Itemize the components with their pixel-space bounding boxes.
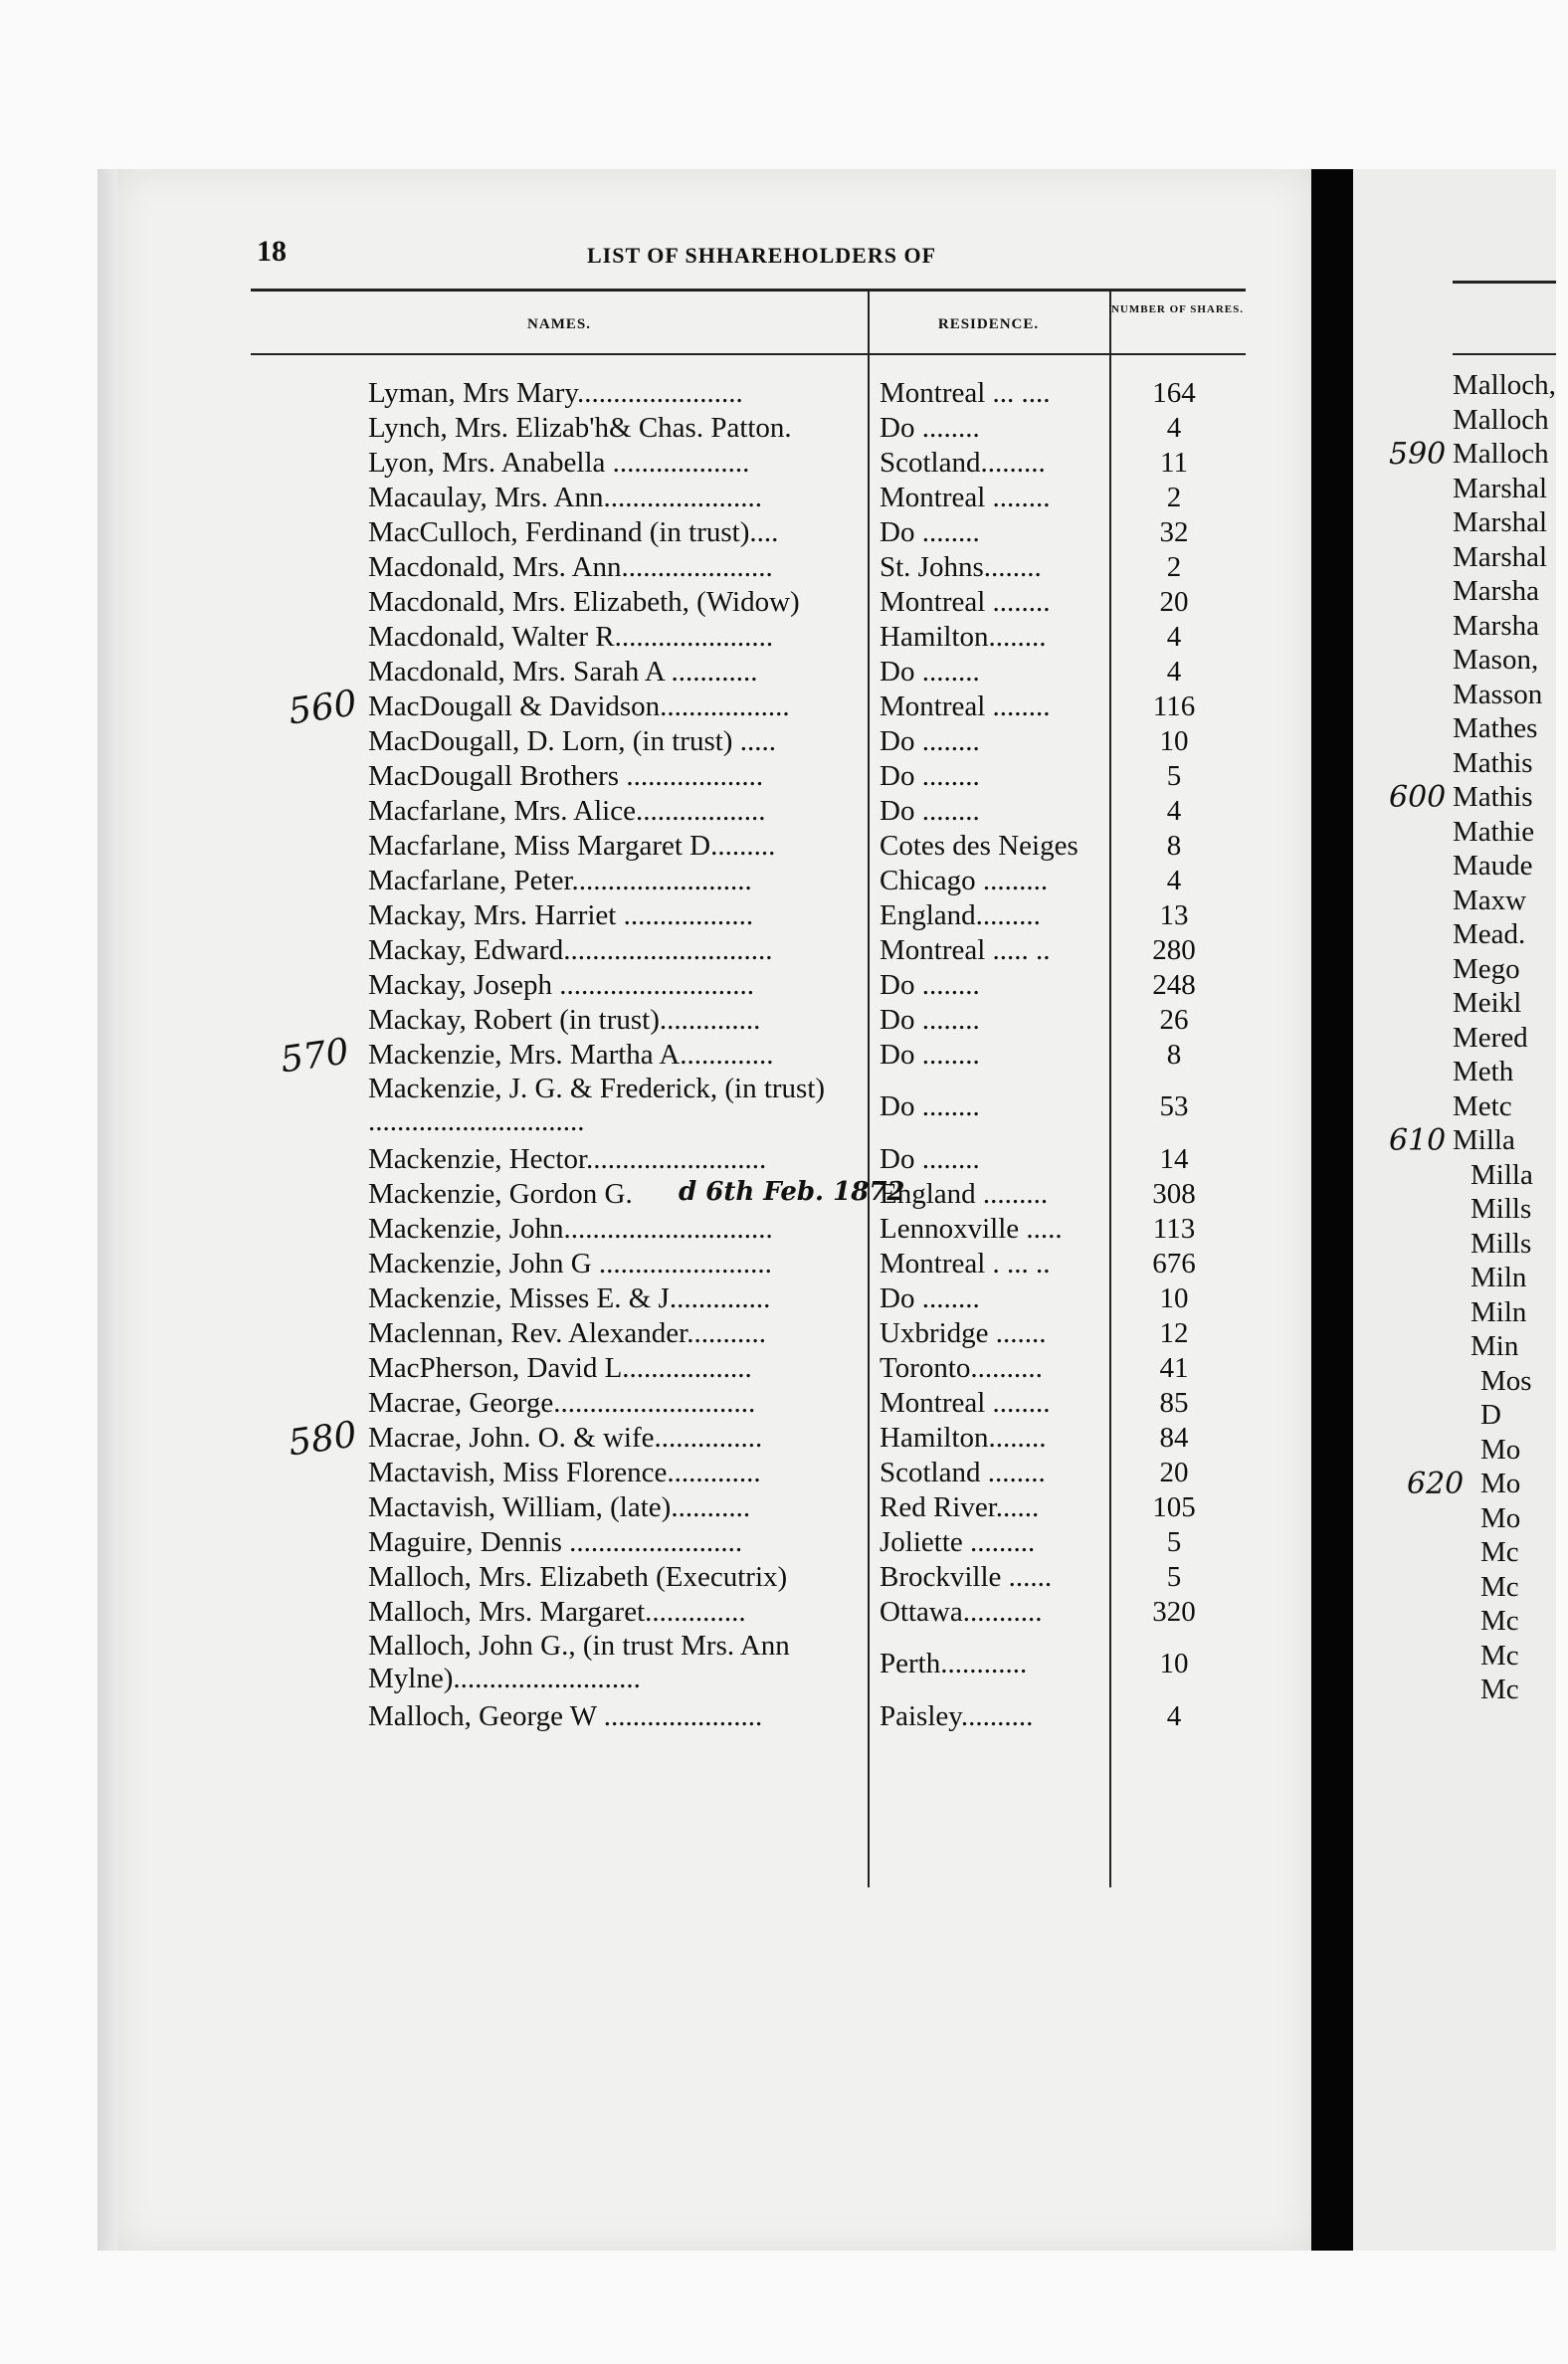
number-of-shares: 4 xyxy=(1166,412,1182,444)
adjacent-page-entry: Marshal xyxy=(1453,472,1548,504)
adjacent-page-entry: Min xyxy=(1470,1330,1519,1362)
number-of-shares: 113 xyxy=(1152,1213,1196,1245)
adjacent-handwritten-number: 600 xyxy=(1389,780,1447,815)
residence: Do ........ xyxy=(880,1004,980,1036)
scan-border-top xyxy=(0,0,1568,169)
number-of-shares: 5 xyxy=(1166,1561,1182,1593)
table-row xyxy=(0,1281,1568,1316)
number-of-shares: 4 xyxy=(1166,865,1182,896)
shareholder-name: Malloch, Mrs. Elizabeth (Executrix) xyxy=(368,1561,788,1593)
number-of-shares: 676 xyxy=(1152,1248,1196,1280)
table-row xyxy=(0,1247,1568,1281)
number-of-shares: 12 xyxy=(1159,1317,1189,1349)
residence: Do ........ xyxy=(880,516,980,548)
number-of-shares: 2 xyxy=(1166,482,1182,513)
shareholder-name: Macaulay, Mrs. Ann...................... xyxy=(368,482,763,513)
table-row xyxy=(0,1038,1568,1073)
number-of-shares: 5 xyxy=(1166,1526,1182,1558)
number-of-shares: 308 xyxy=(1152,1178,1196,1210)
adjacent-page-entry: Mego xyxy=(1453,952,1520,985)
adjacent-page-entry: Mathie xyxy=(1453,815,1535,848)
adjacent-page-entry: Marshal xyxy=(1453,540,1548,573)
table-row xyxy=(0,898,1568,933)
residence: Brockville ...... xyxy=(880,1561,1053,1593)
residence: Scotland ........ xyxy=(880,1457,1046,1488)
residence: Paisley.......... xyxy=(880,1700,1034,1732)
table-row xyxy=(0,968,1568,1003)
page-number: 18 xyxy=(257,235,287,268)
table-row xyxy=(0,620,1568,655)
shareholder-name: Mactavish, William, (late)........... xyxy=(368,1491,751,1523)
residence: Perth............ xyxy=(880,1648,1028,1679)
residence: Do ........ xyxy=(880,725,980,757)
shareholder-name: Macfarlane, Miss Margaret D......... xyxy=(368,830,776,862)
shareholder-name: Maclennan, Rev. Alexander........... xyxy=(368,1317,766,1349)
number-of-shares: 85 xyxy=(1159,1387,1189,1419)
residence: Scotland......... xyxy=(880,447,1046,479)
table-row xyxy=(0,550,1568,585)
residence: Montreal ........ xyxy=(880,586,1051,618)
adjacent-page-entry: Masson xyxy=(1453,678,1543,710)
header-residence: RESIDENCE. xyxy=(937,316,1040,332)
handwritten-margin-number: 570 xyxy=(278,1031,352,1082)
residence: Do ........ xyxy=(880,656,980,688)
shareholder-name: Malloch, George W ...................... xyxy=(368,1700,763,1732)
residence: Cotes des Neiges xyxy=(880,830,1078,862)
adjacent-page-entry: Mc xyxy=(1480,1605,1519,1637)
number-of-shares: 10 xyxy=(1159,1648,1189,1679)
number-of-shares: 20 xyxy=(1159,586,1189,618)
table-row xyxy=(0,1560,1568,1595)
table-row xyxy=(0,446,1568,481)
shareholder-name: MacDougall, D. Lorn, (in trust) ..... xyxy=(368,725,776,757)
table-row xyxy=(0,515,1568,550)
adjacent-page-entry: Mathis xyxy=(1453,781,1533,813)
shareholder-name: Macdonald, Walter R...................... xyxy=(368,621,774,653)
adjacent-page-entry: Malloch, xyxy=(1453,369,1556,401)
number-of-shares: 10 xyxy=(1159,725,1189,757)
adjacent-page-entry: Mc xyxy=(1480,1639,1519,1672)
number-of-shares: 41 xyxy=(1159,1352,1189,1384)
residence: Red River...... xyxy=(880,1491,1040,1523)
table-row xyxy=(0,864,1568,898)
residence: Toronto.......... xyxy=(880,1352,1043,1384)
adjacent-page-entry: Mo xyxy=(1480,1501,1521,1534)
residence: Do ........ xyxy=(880,760,980,792)
shareholder-name: Mackenzie, Misses E. & J.............. xyxy=(368,1282,771,1314)
residence: Do ........ xyxy=(880,412,980,444)
table-row xyxy=(0,1316,1568,1351)
shareholder-name: Mackenzie, J. G. & Frederick, (in trust) .............................. xyxy=(368,1073,826,1137)
table-row xyxy=(0,481,1568,515)
residence: Hamilton........ xyxy=(880,621,1047,653)
adjacent-page-entry: Milla xyxy=(1453,1124,1515,1156)
adjacent-page-entry: Meth xyxy=(1453,1056,1514,1087)
shareholder-name: Mackenzie, Mrs. Martha A............. xyxy=(368,1039,774,1071)
shareholder-name: MacCulloch, Ferdinand (in trust).... xyxy=(368,516,779,548)
residence: Montreal ........ xyxy=(880,1387,1051,1419)
shareholder-name: Mackay, Joseph ........................... xyxy=(368,969,754,1001)
adjacent-page-entry: Marshal xyxy=(1453,506,1548,538)
header-shares: NUMBER OF SHARES. xyxy=(1110,303,1245,315)
number-of-shares: 280 xyxy=(1152,934,1196,966)
adjacent-page-entry: Mead. xyxy=(1453,918,1526,950)
table-row xyxy=(0,585,1568,620)
residence: Montreal ........ xyxy=(880,482,1051,513)
header-names: NAMES. xyxy=(527,316,591,332)
number-of-shares: 8 xyxy=(1166,830,1182,862)
number-of-shares: 84 xyxy=(1159,1422,1189,1454)
number-of-shares: 116 xyxy=(1152,690,1196,722)
shareholder-name: Lynch, Mrs. Elizab'h& Chas. Patton. xyxy=(368,412,792,444)
shareholder-name: Lyon, Mrs. Anabella ................... xyxy=(368,447,750,479)
adjacent-page-rule-head xyxy=(1453,353,1556,355)
shareholder-name: Mackenzie, John............................. xyxy=(368,1213,773,1245)
residence: England......... xyxy=(880,899,1041,931)
table-row xyxy=(0,724,1568,759)
handwritten-margin-number: 560 xyxy=(286,683,360,733)
shareholder-name: Mackay, Edward............................. xyxy=(368,934,773,966)
residence: Joliette ......... xyxy=(880,1526,1036,1558)
shareholder-name: MacPherson, David L.................. xyxy=(368,1352,752,1384)
residence: Montreal ... .... xyxy=(880,377,1051,409)
adjacent-page-entry: Maude xyxy=(1453,850,1533,882)
adjacent-page-entry: Mo xyxy=(1480,1433,1521,1466)
adjacent-page-entry: Milla xyxy=(1470,1158,1533,1191)
adjacent-handwritten-number: 590 xyxy=(1389,437,1447,472)
table-row xyxy=(0,655,1568,690)
residence: Montreal ........ xyxy=(880,690,1051,722)
handwritten-death-note: d 6th Feb. 1872 xyxy=(679,1177,905,1207)
table-row xyxy=(0,1386,1568,1421)
number-of-shares: 164 xyxy=(1152,377,1196,409)
table-row xyxy=(0,1456,1568,1490)
residence: St. Johns........ xyxy=(880,551,1042,583)
residence: Lennoxville ..... xyxy=(880,1213,1063,1245)
table-row xyxy=(0,1630,1568,1699)
number-of-shares: 14 xyxy=(1159,1143,1189,1175)
table-row xyxy=(0,1351,1568,1386)
adjacent-page-entry: Mered xyxy=(1453,1021,1528,1054)
number-of-shares: 26 xyxy=(1159,1004,1189,1036)
adjacent-page-entry: Mathis xyxy=(1453,746,1533,779)
table-row xyxy=(0,933,1568,968)
adjacent-page-entry: Marsha xyxy=(1453,609,1539,642)
shareholder-name: Mackenzie, John G ........................ xyxy=(368,1248,772,1280)
adjacent-page-entry: Malloch xyxy=(1453,403,1549,436)
adjacent-handwritten-number: 610 xyxy=(1389,1123,1447,1158)
adjacent-page-entry: Mills xyxy=(1470,1193,1532,1225)
table-top-rule xyxy=(251,289,1246,292)
residence: Montreal . ... .. xyxy=(880,1248,1051,1280)
adjacent-page-entry: Mos xyxy=(1480,1364,1532,1397)
residence: Do ........ xyxy=(880,795,980,827)
adjacent-page-entry: Mc xyxy=(1480,1536,1519,1568)
residence: Do ........ xyxy=(880,1143,980,1175)
shareholder-name: Malloch, John G., (in trust Mrs. Ann Mylne).......................... xyxy=(368,1630,790,1694)
shareholder-name: Macfarlane, Peter......................... xyxy=(368,865,752,896)
number-of-shares: 10 xyxy=(1159,1282,1189,1314)
scan-border-bottom xyxy=(0,2251,1568,2364)
table-row xyxy=(0,411,1568,446)
number-of-shares: 248 xyxy=(1152,969,1196,1001)
adjacent-page-entry: Metc xyxy=(1453,1089,1512,1122)
adjacent-handwritten-number: 620 xyxy=(1407,1467,1465,1501)
adjacent-page-rule xyxy=(1453,281,1556,284)
number-of-shares: 11 xyxy=(1160,447,1188,479)
shareholder-name: Macdonald, Mrs. Elizabeth, (Widow) xyxy=(368,586,800,618)
residence: Do ........ xyxy=(880,1090,980,1122)
table-row xyxy=(0,1212,1568,1247)
adjacent-page-entry: Meikl xyxy=(1453,987,1522,1019)
residence: Uxbridge ....... xyxy=(880,1317,1047,1349)
shareholder-name: Macrae, George............................ xyxy=(368,1387,756,1419)
table-row xyxy=(0,1073,1568,1142)
shareholder-name: Mackenzie, Hector......................... xyxy=(368,1143,767,1175)
shareholder-name: Mactavish, Miss Florence............. xyxy=(368,1457,761,1488)
table-row xyxy=(0,829,1568,864)
number-of-shares: 32 xyxy=(1159,516,1189,548)
number-of-shares: 8 xyxy=(1166,1039,1182,1071)
number-of-shares: 53 xyxy=(1159,1090,1189,1122)
adjacent-page-entry: Mills xyxy=(1470,1227,1532,1260)
residence: Do ........ xyxy=(880,969,980,1001)
shareholder-name: Mackenzie, Gordon G. xyxy=(368,1178,633,1210)
table-row xyxy=(0,1699,1568,1734)
number-of-shares: 4 xyxy=(1166,621,1182,653)
residence: Do ........ xyxy=(880,1282,980,1314)
number-of-shares: 20 xyxy=(1159,1457,1189,1488)
adjacent-page-entry: Mason, xyxy=(1453,644,1539,676)
adjacent-page-entry: D xyxy=(1480,1399,1501,1431)
shareholder-name: Maguire, Dennis ........................ xyxy=(368,1526,743,1558)
adjacent-page-entry: Miln xyxy=(1470,1262,1527,1293)
number-of-shares: 4 xyxy=(1166,1700,1182,1732)
shareholder-name: Macrae, John. O. & wife............... xyxy=(368,1422,763,1454)
shareholder-name: Lyman, Mrs Mary....................... xyxy=(368,377,743,409)
table-row xyxy=(0,1525,1568,1560)
table-row xyxy=(0,1142,1568,1177)
adjacent-page-entry: Mc xyxy=(1480,1570,1519,1603)
number-of-shares: 13 xyxy=(1159,899,1189,931)
adjacent-page-entry: Malloch xyxy=(1453,438,1549,470)
number-of-shares: 320 xyxy=(1152,1596,1196,1628)
number-of-shares: 105 xyxy=(1152,1491,1196,1523)
number-of-shares: 4 xyxy=(1166,656,1182,688)
adjacent-page-entry: Marsha xyxy=(1453,575,1539,607)
table-row xyxy=(0,759,1568,794)
table-header-rule xyxy=(251,353,1246,355)
table-row xyxy=(0,1595,1568,1630)
residence: Montreal ..... .. xyxy=(880,934,1051,966)
adjacent-page-entry: Miln xyxy=(1470,1295,1527,1328)
table-row xyxy=(0,690,1568,724)
shareholder-name: Macdonald, Mrs. Ann..................... xyxy=(368,551,773,583)
adjacent-page-entry: Mathes xyxy=(1453,712,1538,744)
shareholder-name: Mackay, Robert (in trust).............. xyxy=(368,1004,761,1036)
table-row xyxy=(0,1177,1568,1212)
handwritten-margin-number: 580 xyxy=(286,1414,360,1465)
running-title: LIST OF SHHAREHOLDERS OF xyxy=(587,243,937,268)
residence: Do ........ xyxy=(880,1039,980,1071)
table-row xyxy=(0,1490,1568,1525)
shareholder-name: Malloch, Mrs. Margaret.............. xyxy=(368,1596,746,1628)
number-of-shares: 5 xyxy=(1166,760,1182,792)
table-row xyxy=(0,376,1568,411)
adjacent-page-entry: Mo xyxy=(1480,1468,1521,1499)
shareholder-name: Mackay, Mrs. Harriet .................. xyxy=(368,899,754,931)
table-row xyxy=(0,1421,1568,1456)
shareholder-name: Macdonald, Mrs. Sarah A ............ xyxy=(368,656,758,688)
shareholder-name: MacDougall & Davidson.................. xyxy=(368,690,790,722)
shareholder-name: MacDougall Brothers ................... xyxy=(368,760,764,792)
residence: Ottawa........... xyxy=(880,1596,1043,1628)
residence: England ......... xyxy=(880,1178,1049,1210)
table-row xyxy=(0,794,1568,829)
residence: Chicago ......... xyxy=(880,865,1049,896)
table-row xyxy=(0,1003,1568,1038)
number-of-shares: 4 xyxy=(1166,795,1182,827)
number-of-shares: 2 xyxy=(1166,551,1182,583)
residence: Hamilton........ xyxy=(880,1422,1047,1454)
adjacent-page-entry: Mc xyxy=(1480,1674,1519,1705)
adjacent-page-entry: Maxw xyxy=(1453,884,1527,916)
shareholder-name: Macfarlane, Mrs. Alice.................. xyxy=(368,795,766,827)
